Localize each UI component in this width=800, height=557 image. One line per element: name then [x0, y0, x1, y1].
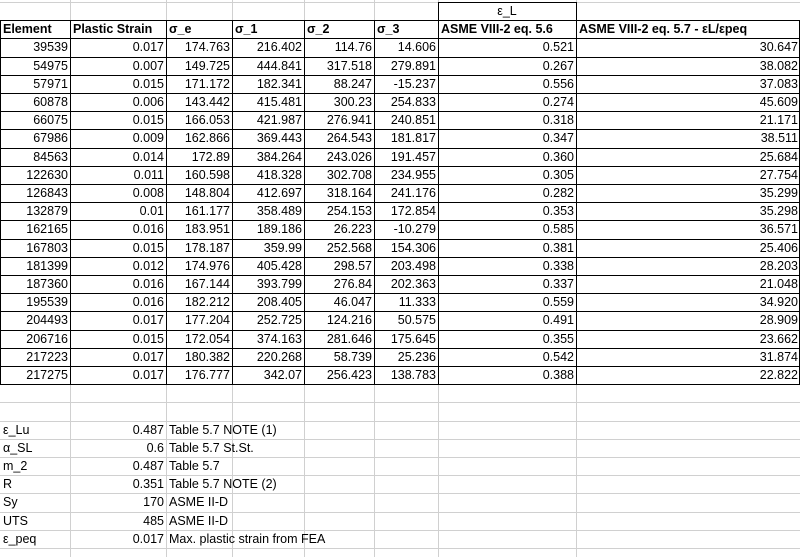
table-cell[interactable]: 0.360	[542, 149, 574, 164]
table-cell[interactable]: 22.822	[759, 368, 798, 382]
border	[0, 20, 800, 21]
table-cell[interactable]: 217275	[26, 368, 68, 382]
table-cell[interactable]: 317.518	[326, 58, 372, 73]
table-cell[interactable]: 217223	[26, 349, 68, 364]
table-cell[interactable]: 36.571	[759, 222, 798, 237]
table-cell[interactable]: 281.646	[326, 331, 372, 346]
table-cell[interactable]: 0.017	[132, 368, 164, 382]
table-cell[interactable]: 174.763	[184, 40, 230, 55]
table-cell[interactable]: 202.363	[390, 277, 436, 291]
table-cell[interactable]: 0.274	[542, 95, 574, 109]
table-cell[interactable]: 45.609	[759, 95, 798, 109]
table-cell[interactable]: 175.645	[390, 331, 436, 346]
column-header[interactable]: Plastic Strain	[73, 22, 153, 37]
table-cell[interactable]: 0.009	[132, 131, 164, 146]
table-cell[interactable]: 88.247	[333, 76, 372, 91]
table-cell[interactable]: 0.337	[542, 277, 574, 291]
table-cell[interactable]: 162.866	[184, 131, 230, 146]
table-cell[interactable]: 0.338	[542, 258, 574, 273]
table-cell[interactable]: 21.171	[759, 113, 798, 128]
table-cell[interactable]: 393.799	[256, 277, 302, 291]
table-cell[interactable]: 181.817	[390, 131, 436, 146]
table-cell[interactable]: 0.491	[542, 313, 574, 328]
table-cell[interactable]: 26.223	[333, 222, 372, 237]
param-name[interactable]: α_SL	[3, 440, 33, 455]
param-name[interactable]: R	[3, 477, 13, 492]
param-name[interactable]: Sy	[3, 495, 18, 510]
table-cell[interactable]: 23.662	[759, 331, 798, 346]
param-value[interactable]: 170	[143, 495, 164, 510]
table-cell[interactable]: 167.144	[184, 277, 230, 291]
table-cell[interactable]: 216.402	[256, 40, 302, 55]
table-cell[interactable]: 264.543	[326, 131, 372, 146]
table-cell[interactable]: 171.172	[184, 76, 230, 91]
param-name[interactable]: m_2	[3, 459, 28, 473]
table-cell[interactable]: 57971	[33, 76, 68, 91]
table-cell[interactable]: 342.07	[263, 368, 302, 382]
table-cell[interactable]: 0.015	[132, 331, 164, 346]
table-cell[interactable]: 359.99	[263, 240, 302, 255]
param-value[interactable]: 0.487	[132, 422, 164, 437]
column-header[interactable]: Element	[3, 22, 52, 37]
table-cell[interactable]: 138.783	[390, 368, 436, 382]
table-cell[interactable]: 154.306	[390, 240, 436, 255]
table-cell[interactable]: 31.874	[759, 349, 798, 364]
column-header[interactable]: ASME VIII-2 eq. 5.7 - εL/εpeq	[579, 22, 748, 37]
table-cell[interactable]: 25.684	[759, 149, 798, 164]
table-cell[interactable]: 252.568	[326, 240, 372, 255]
border	[0, 129, 800, 130]
table-cell[interactable]: 162165	[26, 222, 68, 237]
table-cell[interactable]: 46.047	[333, 295, 372, 310]
border	[0, 311, 800, 312]
param-value[interactable]: 0.6	[146, 440, 164, 455]
param-note[interactable]: Table 5.7 St.St.	[169, 440, 254, 455]
table-cell[interactable]: 241.176	[390, 186, 436, 200]
table-cell[interactable]: -15.237	[393, 76, 436, 91]
table-cell[interactable]: 318.164	[326, 186, 372, 200]
table-cell[interactable]: 126843	[26, 186, 68, 200]
table-cell[interactable]: 374.163	[256, 331, 302, 346]
table-cell[interactable]: 0.542	[542, 349, 574, 364]
table-cell[interactable]: 191.457	[390, 149, 436, 164]
table-cell[interactable]: 124.216	[326, 313, 372, 328]
param-note[interactable]: Table 5.7	[169, 459, 220, 473]
table-cell[interactable]: 0.006	[132, 95, 164, 109]
param-note[interactable]: ASME II-D	[169, 495, 229, 510]
table-cell[interactable]: 174.976	[184, 258, 230, 273]
table-cell[interactable]: 0.559	[542, 295, 574, 310]
table-cell[interactable]: 166.053	[184, 113, 230, 128]
border	[0, 366, 800, 367]
table-cell[interactable]: 58.739	[333, 349, 372, 364]
border	[0, 275, 800, 276]
table-cell[interactable]: 172.854	[390, 204, 436, 219]
table-cell[interactable]: 183.951	[184, 222, 230, 237]
table-cell[interactable]: 181399	[26, 258, 68, 273]
table-cell[interactable]: 27.754	[759, 167, 798, 182]
table-cell[interactable]: 421.987	[256, 113, 302, 128]
table-cell[interactable]: 0.318	[542, 113, 574, 128]
table-cell[interactable]: 220.268	[256, 349, 302, 364]
table-cell[interactable]: 11.333	[398, 295, 436, 310]
table-cell[interactable]: 0.347	[542, 131, 574, 146]
table-cell[interactable]: 0.011	[133, 167, 164, 182]
table-cell[interactable]: 0.016	[132, 222, 164, 237]
table-cell[interactable]: 30.647	[759, 40, 798, 55]
table-cell[interactable]: 276.941	[326, 113, 372, 128]
table-cell[interactable]: 203.498	[390, 258, 436, 273]
table-cell[interactable]: 254.833	[390, 95, 436, 109]
param-value[interactable]: 485	[143, 513, 164, 528]
border	[0, 184, 800, 185]
table-cell[interactable]: 14.606	[397, 40, 436, 55]
table-cell[interactable]: 182.341	[256, 76, 302, 91]
table-cell[interactable]: 84563	[33, 149, 68, 164]
column-header[interactable]: σ_e	[169, 22, 192, 37]
table-cell[interactable]: 177.204	[184, 313, 230, 328]
eL-title: ε_L	[497, 4, 517, 18]
table-cell[interactable]: 28.909	[759, 313, 798, 328]
param-note[interactable]: Table 5.7 NOTE (2)	[169, 477, 277, 492]
table-cell[interactable]: 0.556	[542, 76, 574, 91]
table-cell[interactable]: 180.382	[184, 349, 230, 364]
border	[0, 330, 800, 331]
border	[438, 2, 577, 3]
table-cell[interactable]: 67986	[33, 131, 68, 146]
border	[576, 20, 577, 384]
table-cell[interactable]: 54975	[33, 58, 68, 73]
border	[0, 148, 800, 149]
table-cell[interactable]: 187360	[26, 277, 68, 291]
border	[0, 38, 800, 39]
border	[304, 20, 305, 384]
border	[232, 20, 233, 384]
gridline-horizontal	[0, 548, 800, 549]
gridline-horizontal	[0, 402, 800, 403]
column-header[interactable]: σ_2	[307, 22, 330, 37]
table-cell[interactable]: 208.405	[256, 295, 302, 310]
table-cell[interactable]: 132879	[26, 204, 68, 219]
border	[0, 293, 800, 294]
table-cell[interactable]: 206716	[26, 331, 68, 346]
table-cell[interactable]: 0.305	[542, 167, 574, 182]
param-note[interactable]: Max. plastic strain from FEA	[169, 531, 326, 546]
border	[70, 20, 71, 384]
column-header[interactable]: ASME VIII-2 eq. 5.6	[441, 22, 553, 37]
border	[0, 384, 800, 385]
table-cell[interactable]: 143.442	[184, 95, 230, 109]
param-value[interactable]: 0.017	[132, 531, 164, 546]
table-cell[interactable]: 243.026	[326, 149, 372, 164]
table-cell[interactable]: 384.264	[256, 149, 302, 164]
table-cell[interactable]: 279.891	[390, 58, 436, 73]
table-cell[interactable]: 0.355	[542, 331, 574, 346]
table-cell[interactable]: 0.015	[132, 76, 164, 91]
table-cell[interactable]: 172.89	[191, 149, 230, 164]
param-name[interactable]: UTS	[3, 513, 28, 528]
table-cell[interactable]: 298.57	[333, 258, 372, 273]
table-cell[interactable]: 35.299	[759, 186, 798, 200]
border	[0, 111, 800, 112]
border	[0, 220, 800, 221]
table-cell[interactable]: 122630	[26, 167, 68, 182]
table-cell[interactable]: 0.01	[139, 204, 164, 219]
table-cell[interactable]: 178.187	[184, 240, 230, 255]
table-cell[interactable]: 38.082	[759, 58, 798, 73]
param-note[interactable]: ASME II-D	[169, 513, 229, 528]
table-cell[interactable]: 28.203	[759, 258, 798, 273]
table-cell[interactable]: 176.777	[184, 368, 230, 382]
table-cell[interactable]: 0.012	[132, 258, 164, 273]
border	[0, 75, 800, 76]
border	[0, 239, 800, 240]
border	[0, 93, 800, 94]
param-name[interactable]: ε_peq	[3, 531, 37, 546]
table-cell[interactable]: 0.017	[132, 349, 164, 364]
table-cell[interactable]: 60878	[33, 95, 68, 109]
column-header[interactable]: σ_1	[235, 22, 258, 37]
param-value[interactable]: 0.351	[132, 477, 164, 492]
table-cell[interactable]: 254.153	[326, 204, 372, 219]
border	[0, 20, 1, 384]
table-cell[interactable]: 0.388	[542, 368, 574, 382]
table-cell[interactable]: 252.725	[256, 313, 302, 328]
param-name[interactable]: ε_Lu	[3, 422, 30, 437]
table-cell[interactable]: 0.016	[132, 277, 164, 291]
column-header[interactable]: σ_3	[377, 22, 400, 37]
table-cell[interactable]: 182.212	[184, 295, 230, 310]
border	[374, 20, 375, 384]
table-cell[interactable]: 240.851	[390, 113, 436, 128]
border	[0, 348, 800, 349]
table-cell[interactable]: 148.804	[184, 186, 230, 200]
table-cell[interactable]: 149.725	[184, 58, 230, 73]
table-cell[interactable]: 50.575	[397, 313, 436, 328]
table-cell[interactable]: 302.708	[326, 167, 372, 182]
table-cell[interactable]: 66075	[33, 113, 68, 128]
border	[0, 202, 800, 203]
table-cell[interactable]: 415.481	[256, 95, 302, 109]
border	[0, 166, 800, 167]
table-cell[interactable]: 21.048	[759, 277, 798, 291]
table-cell[interactable]: 39539	[33, 40, 68, 55]
table-cell[interactable]: 0.015	[132, 240, 164, 255]
table-cell[interactable]: 161.177	[184, 204, 230, 219]
param-value[interactable]: 0.487	[132, 459, 164, 473]
table-cell[interactable]: 418.328	[256, 167, 302, 182]
table-cell[interactable]: 35.298	[759, 204, 798, 219]
table-cell[interactable]: 0.008	[132, 186, 164, 200]
table-cell[interactable]: 369.443	[256, 131, 302, 146]
table-cell[interactable]: 172.054	[184, 331, 230, 346]
table-cell[interactable]: 412.697	[256, 186, 302, 200]
table-cell[interactable]: 0.282	[542, 186, 574, 200]
table-cell[interactable]: 160.598	[184, 167, 230, 182]
border	[0, 257, 800, 258]
table-cell[interactable]: 0.521	[542, 40, 574, 55]
gridline-horizontal	[0, 2, 800, 3]
table-cell[interactable]: 0.014	[132, 149, 164, 164]
table-cell[interactable]: 37.083	[759, 76, 798, 91]
table-cell[interactable]: 195539	[26, 295, 68, 310]
border	[0, 57, 800, 58]
table-cell[interactable]: 276.84	[333, 277, 372, 291]
table-cell[interactable]: 25.406	[759, 240, 798, 255]
table-cell[interactable]: 0.015	[132, 113, 164, 128]
table-cell[interactable]: 0.017	[132, 313, 164, 328]
border	[438, 20, 439, 384]
table-cell[interactable]: 0.585	[542, 222, 574, 237]
table-cell[interactable]: 0.381	[542, 240, 574, 255]
table-cell[interactable]: 0.017	[132, 40, 164, 55]
table-cell[interactable]: 358.489	[256, 204, 302, 219]
param-note[interactable]: Table 5.7 NOTE (1)	[169, 422, 277, 437]
table-cell[interactable]: 167803	[26, 240, 68, 255]
table-cell[interactable]: 444.841	[256, 58, 302, 73]
table-cell[interactable]: 234.955	[390, 167, 436, 182]
table-cell[interactable]: 0.007	[132, 58, 164, 73]
table-cell[interactable]: 25.236	[397, 349, 436, 364]
table-cell[interactable]: -10.279	[393, 222, 436, 237]
table-cell[interactable]: 300.23	[333, 95, 372, 109]
table-cell[interactable]: 34.920	[759, 295, 798, 310]
table-cell[interactable]: 0.267	[542, 58, 574, 73]
table-cell[interactable]: 114.76	[334, 40, 372, 55]
border	[166, 20, 167, 384]
table-cell[interactable]: 0.353	[542, 204, 574, 219]
table-cell[interactable]: 38.511	[760, 131, 798, 146]
table-cell[interactable]: 0.016	[132, 295, 164, 310]
table-cell[interactable]: 189.186	[256, 222, 302, 237]
table-cell[interactable]: 256.423	[326, 368, 372, 382]
table-cell[interactable]: 405.428	[256, 258, 302, 273]
table-cell[interactable]: 204493	[26, 313, 68, 328]
